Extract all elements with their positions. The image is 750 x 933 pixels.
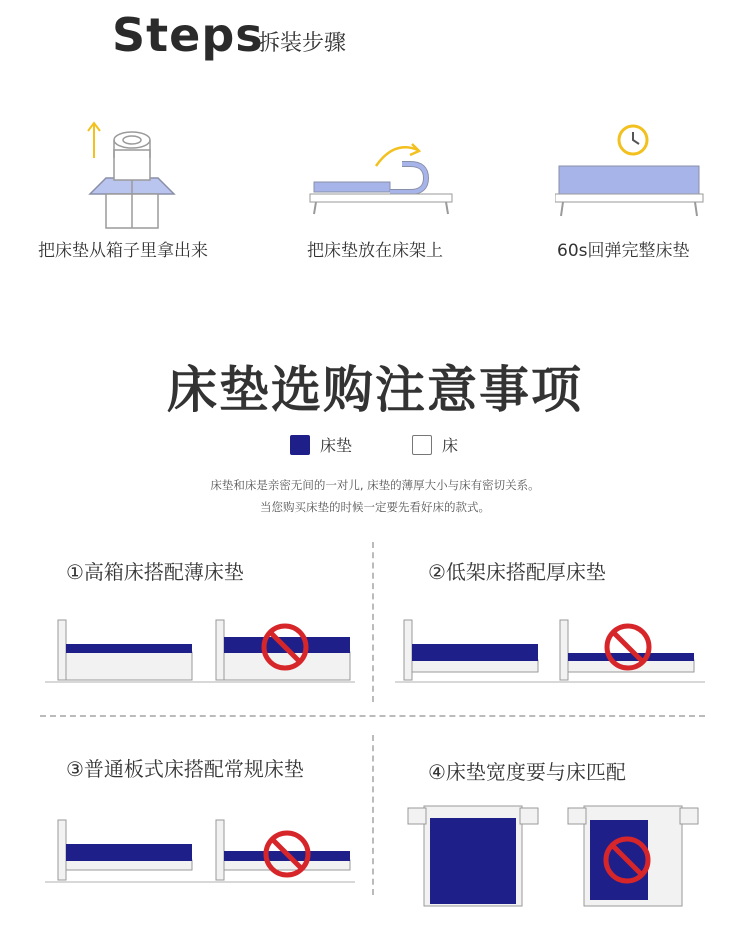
step-caption-1: 把床垫从箱子里拿出来	[38, 241, 208, 261]
mattress-on-frame-icon	[306, 136, 456, 222]
tip2-illustration	[390, 612, 710, 687]
legend-bed	[412, 433, 458, 456]
divider-horizontal	[40, 715, 705, 717]
step-caption-2: 把床垫放在床架上	[307, 241, 443, 261]
note-line-1: 床垫和床是亲密无间的一对儿, 床垫的薄厚大小与床有密切关系。	[210, 478, 540, 492]
legend-mattress-label: 床垫	[320, 436, 353, 455]
mattress-swatch	[290, 435, 310, 455]
box-unpack-icon	[82, 118, 182, 230]
steps-title: Steps	[112, 8, 264, 62]
legend-mattress	[290, 433, 352, 456]
divider-vertical-bottom	[372, 735, 374, 895]
steps-subtitle: 拆装步骤	[258, 31, 347, 56]
tip-title-1: ①高箱床搭配薄床垫	[66, 560, 244, 584]
tip-title-3: ③普通板式床搭配常规床垫	[66, 757, 304, 781]
tip1-illustration	[40, 612, 360, 687]
tip4-illustration	[402, 800, 702, 910]
bed-swatch	[412, 435, 432, 455]
note-line-2: 当您购买床垫的时候一定要先看好床的款式。	[260, 500, 490, 514]
tip3-illustration	[40, 812, 360, 887]
tip-title-2: ②低架床搭配厚床垫	[428, 560, 606, 584]
tip-title-4: ④床垫宽度要与床匹配	[428, 760, 626, 784]
divider-vertical-top	[372, 542, 374, 702]
legend-bed-label: 床	[442, 436, 459, 455]
step-caption-3: 60s回弹完整床垫	[557, 241, 690, 261]
clock-timer-icon	[555, 122, 705, 222]
section-title: 床垫选购注意事项	[167, 361, 583, 419]
